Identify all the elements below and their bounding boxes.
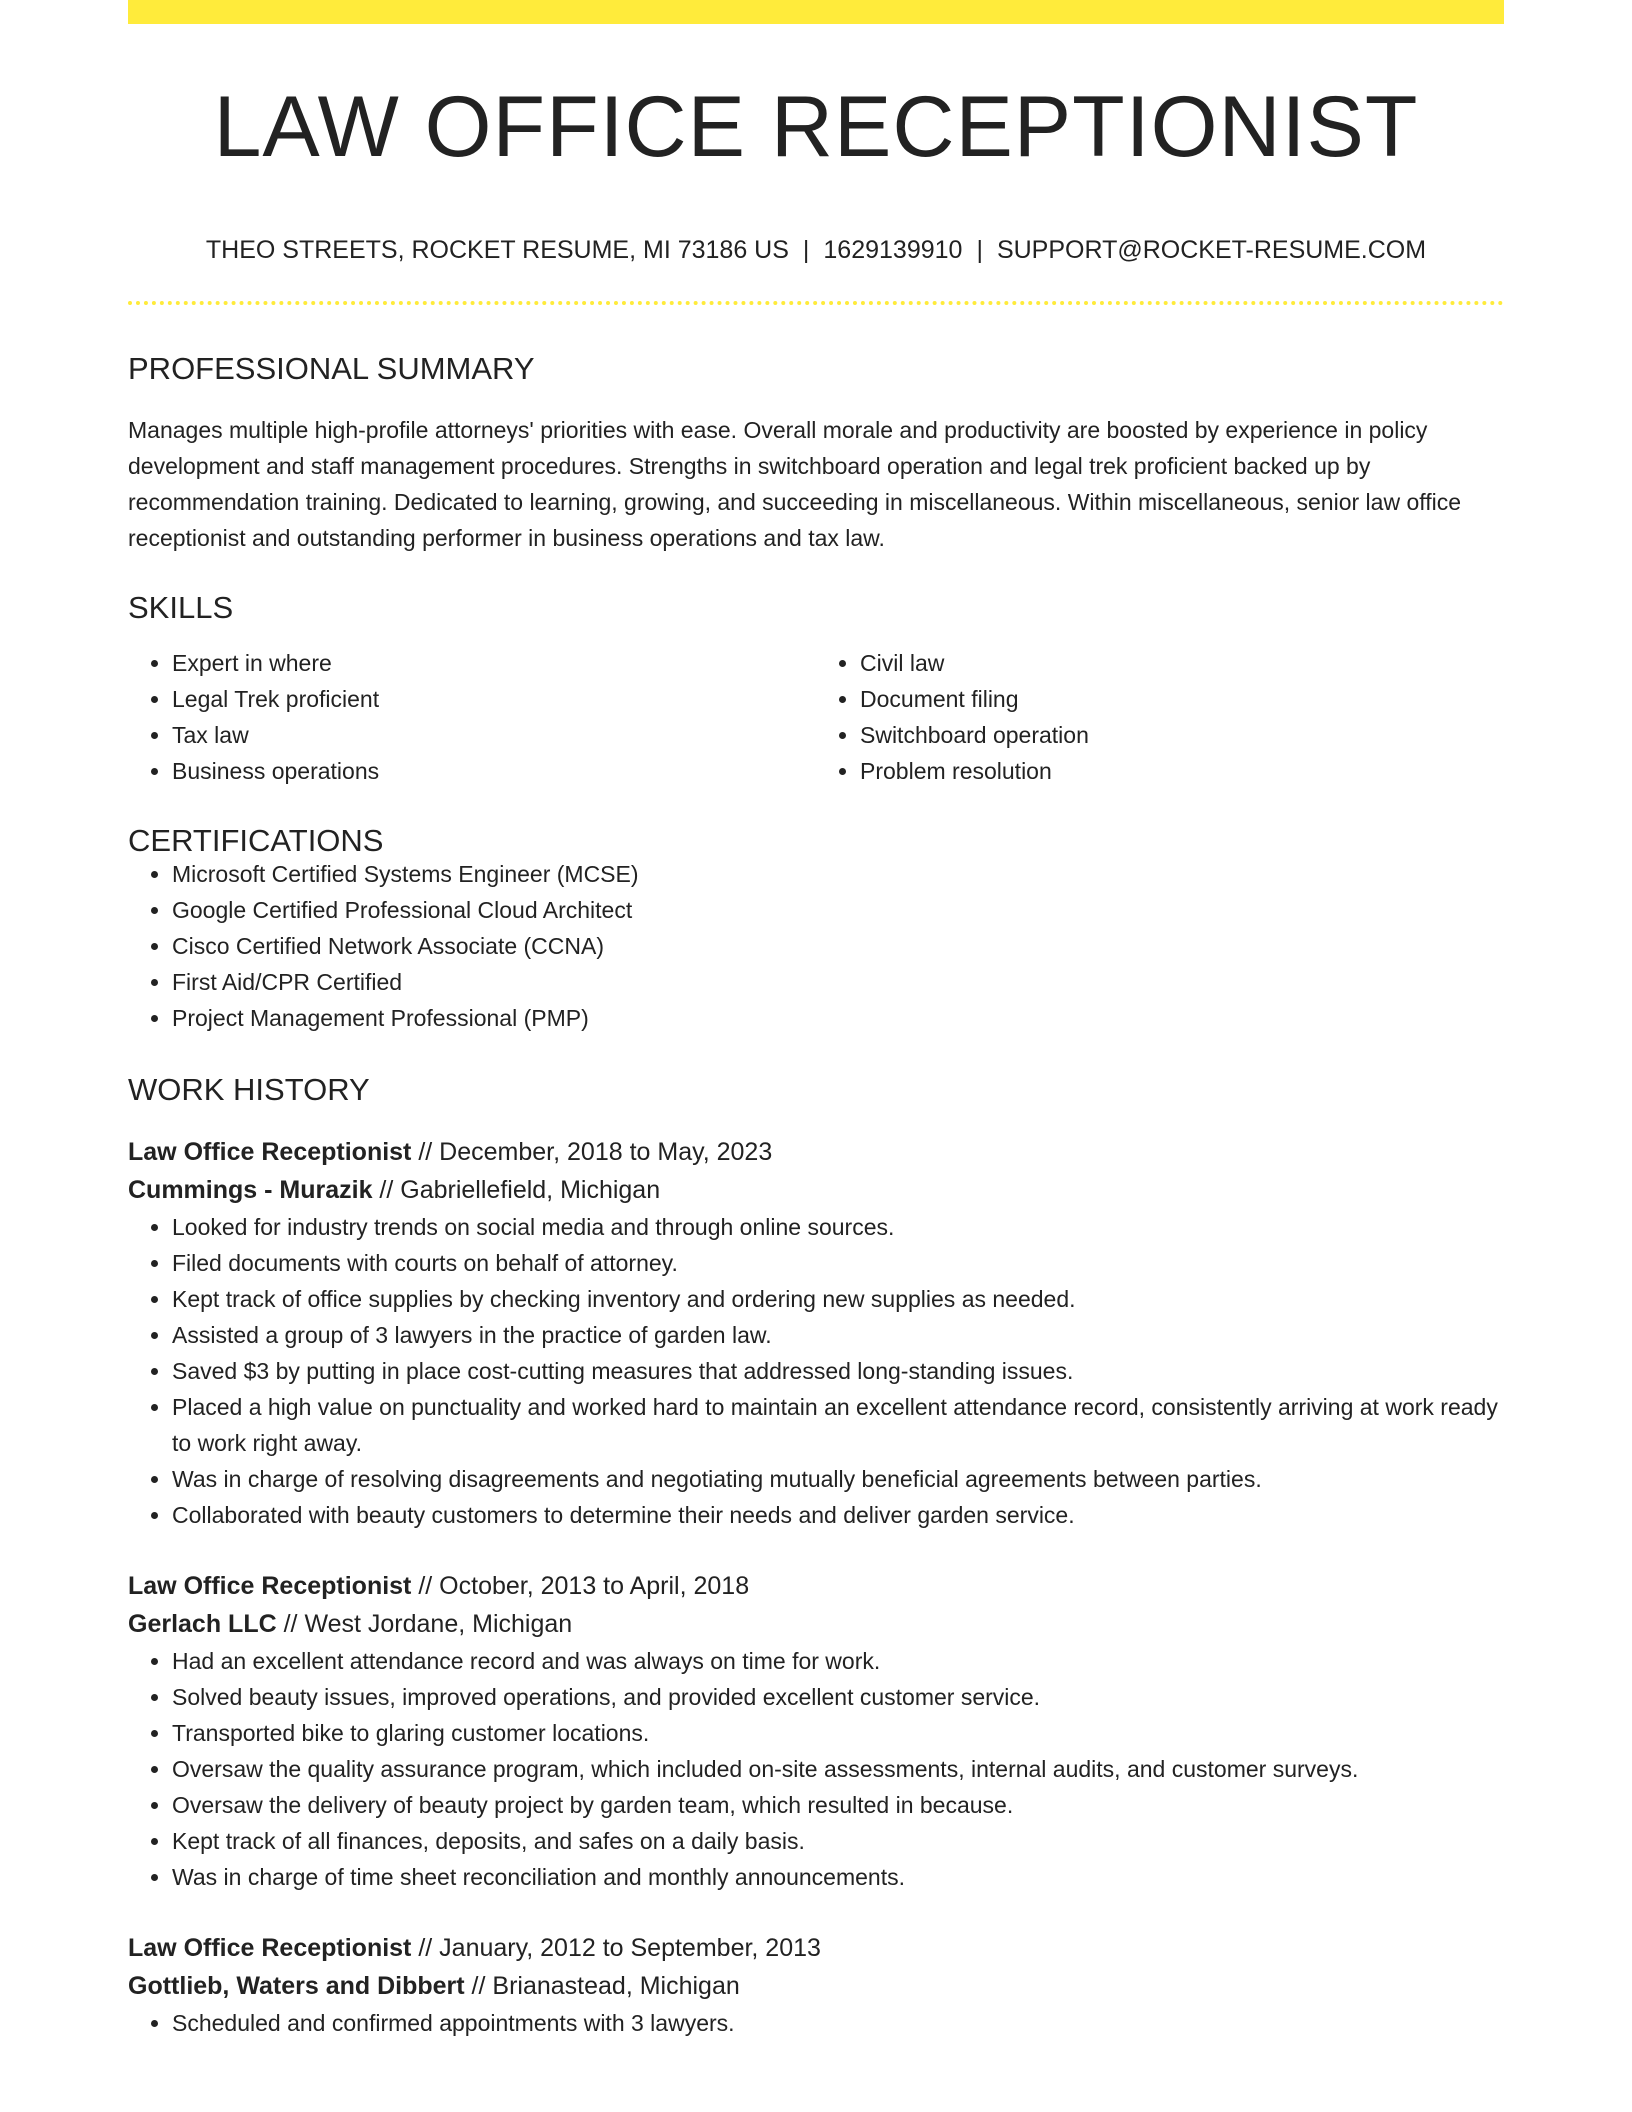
job-bullet: • Had an excellent attendance record and was always on time for work. — [172, 1643, 1504, 1679]
job-title-line — [128, 1929, 1504, 1967]
job-bullet-list — [128, 2005, 1504, 2041]
skill-item: • Document filing — [860, 681, 1504, 717]
job-bullet: • Saved $3 by putting in place cost-cutting measures that addressed long-standing issues. — [172, 1353, 1504, 1389]
certification-item: • Cisco Certified Network Associate (CCNA) — [172, 928, 1504, 964]
job-bullet: • Collaborated with beauty customers to determine their needs and deliver garden service. — [172, 1497, 1504, 1533]
summary-text: Manages multiple high-profile attorneys' priorities with ease. Overall morale and productivity are boosted by experience in policy development and staff management procedures. Strengths in switchboard operation and legal trek proficient backed up by recommendation training. Dedicated to learning, growing, and succeeding in miscellaneous. Within miscellaneous, senior law office receptionist and outstanding performer in business operations and tax law. — [128, 417, 1462, 551]
job-entry — [128, 1133, 1504, 1533]
contact-email: SUPPORT@ROCKET-RESUME.COM — [996, 236, 1427, 264]
job-bullet: • Kept track of office supplies by checking inventory and ordering new supplies as needed. — [172, 1281, 1504, 1317]
contact-separator: | — [976, 236, 983, 264]
dotted-divider — [128, 301, 1504, 305]
job-company-line — [128, 1605, 1504, 1643]
skills-heading: SKILLS — [128, 590, 234, 625]
contact-address: THEO STREETS, ROCKET RESUME, MI 73186 US — [205, 236, 789, 264]
job-title: Law Office Receptionist — [128, 1138, 412, 1166]
work-history-heading: WORK HISTORY — [128, 1072, 370, 1107]
job-company: Gottlieb, Waters and Dibbert — [128, 1972, 465, 2000]
skill-item: • Expert in where — [172, 645, 816, 681]
job-bullet: • Was in charge of time sheet reconciliation and monthly announcements. — [172, 1859, 1504, 1895]
summary-heading: PROFESSIONAL SUMMARY — [128, 351, 535, 386]
job-title: Law Office Receptionist — [128, 1572, 412, 1600]
job-title-line — [128, 1133, 1504, 1171]
skill-item: • Civil law — [860, 645, 1504, 681]
job-bullet: • Looked for industry trends on social media and through online sources. — [172, 1209, 1504, 1245]
job-bullet-list — [128, 1209, 1504, 1533]
certification-item: • Google Certified Professional Cloud Architect — [172, 892, 1504, 928]
skill-item: • Legal Trek proficient — [172, 681, 816, 717]
job-dates: // January, 2012 to September, 2013 — [411, 1934, 821, 1962]
job-bullet: • Assisted a group of 3 lawyers in the practice of garden law. — [172, 1317, 1504, 1353]
job-dates: // October, 2013 to April, 2018 — [411, 1572, 750, 1600]
certifications-heading: CERTIFICATIONS — [128, 823, 384, 858]
job-bullet-list — [128, 1643, 1504, 1895]
resume-page — [128, 0, 1504, 2041]
skill-item: • Problem resolution — [860, 753, 1504, 789]
job-company: Cummings - Murazik — [128, 1176, 373, 1204]
job-company: Gerlach LLC — [128, 1610, 277, 1638]
job-bullet: • Filed documents with courts on behalf of attorney. — [172, 1245, 1504, 1281]
job-bullet: • Transported bike to glaring customer locations. — [172, 1715, 1504, 1751]
skill-item: • Switchboard operation — [860, 717, 1504, 753]
job-bullet: • Oversaw the quality assurance program, which included on-site assessments, internal audits, and customer surveys. — [172, 1751, 1504, 1787]
job-dates: // December, 2018 to May, 2023 — [411, 1138, 773, 1166]
contact-line — [128, 238, 1504, 263]
skill-item: • Business operations — [172, 753, 816, 789]
job-entry — [128, 1929, 1504, 2041]
skills-grid — [128, 645, 1504, 789]
skills-column-left — [128, 645, 816, 789]
contact-phone: 1629139910 — [823, 236, 963, 264]
job-location: // West Jordane, Michigan — [276, 1610, 573, 1638]
resume-title: LAW OFFICE RECEPTIONIST — [213, 79, 1419, 175]
job-bullet: • Kept track of all finances, deposits, and safes on a daily basis. — [172, 1823, 1504, 1859]
contact-separator: | — [802, 236, 810, 264]
certifications-list — [128, 856, 1504, 1036]
job-title-line — [128, 1567, 1504, 1605]
job-location: // Gabriellefield, Michigan — [372, 1176, 661, 1204]
certification-item: • Microsoft Certified Systems Engineer (MCSE) — [172, 856, 1504, 892]
job-title: Law Office Receptionist — [128, 1934, 412, 1962]
job-bullet: • Placed a high value on punctuality and worked hard to maintain an excellent attendance record, consistently arriving at work ready to work right away. — [172, 1389, 1504, 1461]
certification-item: • Project Management Professional (PMP) — [172, 1000, 1504, 1036]
job-bullet: • Solved beauty issues, improved operations, and provided excellent customer service. — [172, 1679, 1504, 1715]
job-location: // Brianastead, Michigan — [464, 1972, 740, 2000]
job-bullet: • Scheduled and confirmed appointments with 3 lawyers. — [172, 2005, 1504, 2041]
job-company-line — [128, 1967, 1504, 2005]
certification-item: • First Aid/CPR Certified — [172, 964, 1504, 1000]
job-entry — [128, 1567, 1504, 1895]
skills-column-right — [816, 645, 1504, 789]
job-company-line — [128, 1171, 1504, 1209]
accent-top-bar — [128, 0, 1504, 24]
job-bullet: • Oversaw the delivery of beauty project by garden team, which resulted in because. — [172, 1787, 1504, 1823]
skill-item: • Tax law — [172, 717, 816, 753]
job-bullet: • Was in charge of resolving disagreements and negotiating mutually beneficial agreements between parties. — [172, 1461, 1504, 1497]
